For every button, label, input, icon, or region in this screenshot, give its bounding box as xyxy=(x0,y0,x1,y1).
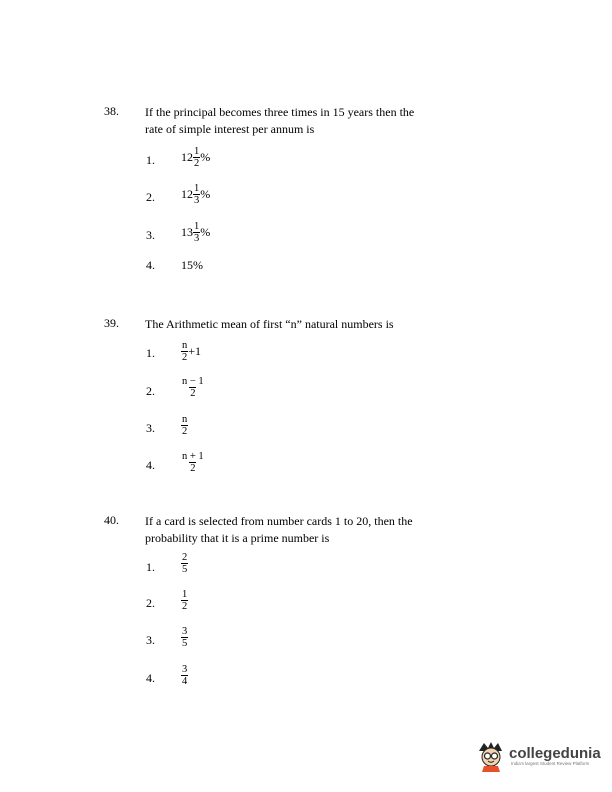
option-number: 3. xyxy=(146,421,155,435)
fraction xyxy=(193,146,200,169)
question-number: 40. xyxy=(104,513,119,527)
fraction xyxy=(181,340,188,363)
collegedunia-logo xyxy=(476,740,601,772)
option-value xyxy=(181,340,201,363)
option-suffix: % xyxy=(200,150,211,164)
option-number: 1. xyxy=(146,346,155,360)
option-suffix: % xyxy=(200,225,211,239)
fraction-numerator: n − 1 xyxy=(182,376,204,387)
option-number: 3. xyxy=(146,228,155,242)
fraction xyxy=(181,589,188,612)
option-number: 1. xyxy=(146,153,155,167)
option-whole: 12 xyxy=(181,150,193,164)
option-number: 2. xyxy=(146,596,155,610)
option-whole: 12 xyxy=(181,187,193,201)
fraction xyxy=(181,376,205,399)
logo-tagline: India's largest Student Review Platform xyxy=(511,760,590,766)
fraction-denominator: 2 xyxy=(190,463,196,474)
option-number: 4. xyxy=(146,258,155,272)
fraction xyxy=(181,414,188,437)
option-value xyxy=(181,589,188,612)
fraction-numerator: n + 1 xyxy=(182,451,204,462)
fraction-denominator: 3 xyxy=(194,233,200,244)
fraction-numerator: 1 xyxy=(194,183,200,194)
option-number: 2. xyxy=(146,190,155,204)
fraction xyxy=(193,183,200,206)
option-number: 1. xyxy=(146,560,155,574)
option-number: 2. xyxy=(146,384,155,398)
fraction-denominator: 5 xyxy=(182,564,188,575)
option-value xyxy=(181,552,188,575)
fraction xyxy=(181,552,188,575)
fraction-denominator: 2 xyxy=(182,601,188,612)
mascot-icon xyxy=(476,740,506,772)
fraction-numerator: n xyxy=(182,414,188,425)
fraction-denominator: 2 xyxy=(194,158,200,169)
option-value xyxy=(181,183,210,206)
option-value xyxy=(181,626,188,649)
fraction-numerator: n xyxy=(182,340,188,351)
question-number: 38. xyxy=(104,104,119,118)
option-number: 4. xyxy=(146,458,155,472)
question-text-line: probability that it is a prime number is xyxy=(145,531,330,545)
option-value xyxy=(181,664,188,687)
option-number: 4. xyxy=(146,671,155,685)
question-text-line: The Arithmetic mean of first “n” natural numbers is xyxy=(145,317,394,331)
fraction-denominator: 5 xyxy=(182,638,188,649)
option-value xyxy=(181,146,210,169)
option-value xyxy=(181,221,210,244)
option-number: 3. xyxy=(146,633,155,647)
fraction-denominator: 2 xyxy=(182,426,188,437)
question-number: 39. xyxy=(104,316,119,330)
logo-name: collegedunia xyxy=(509,744,601,762)
question-text-line: If a card is selected from number cards 1 to 20, then the xyxy=(145,514,413,528)
fraction-numerator: 1 xyxy=(194,221,200,232)
fraction xyxy=(181,664,188,687)
fraction-numerator: 1 xyxy=(194,146,200,157)
fraction-numerator: 2 xyxy=(182,552,188,563)
fraction xyxy=(193,221,200,244)
fraction-numerator: 3 xyxy=(182,626,188,637)
option-suffix: +1 xyxy=(188,344,202,358)
question-text-line: If the principal becomes three times in 15 years then the xyxy=(145,105,415,119)
fraction-denominator: 4 xyxy=(182,676,188,687)
question-text-line: rate of simple interest per annum is xyxy=(145,122,315,136)
option-value xyxy=(181,376,205,399)
fraction-denominator: 3 xyxy=(194,195,200,206)
fraction-denominator: 2 xyxy=(190,388,196,399)
fraction xyxy=(181,451,205,474)
fraction-numerator: 1 xyxy=(182,589,188,600)
fraction-numerator: 3 xyxy=(182,664,188,675)
fraction-denominator: 2 xyxy=(182,352,188,363)
option-suffix: % xyxy=(200,187,211,201)
option-whole: 13 xyxy=(181,225,193,239)
fraction xyxy=(181,626,188,649)
option-value xyxy=(181,451,205,474)
option-value xyxy=(181,414,188,437)
option-value: 15% xyxy=(181,258,203,272)
